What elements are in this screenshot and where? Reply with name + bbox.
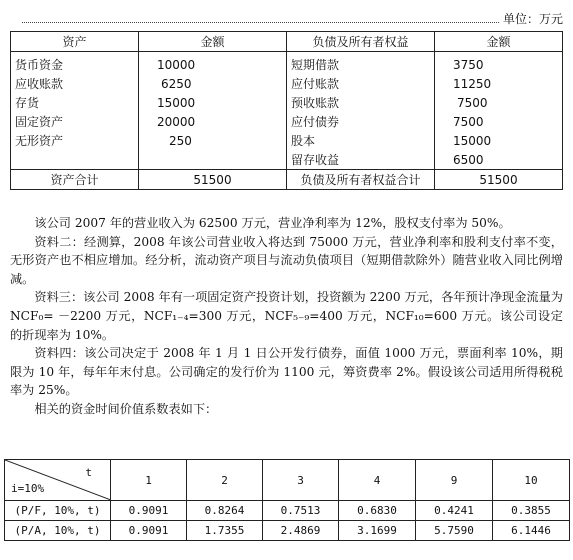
paragraph: 资料二：经测算，2008 年该公司营业收入将达到 75000 万元，营业净利率和股利支付率不变，无形资产也不相应增加。经分析，流动资产项目与流动负债项目（短期借款除外）随营业收入同比例增减。 xyxy=(10,234,563,286)
asset-amount xyxy=(139,150,287,170)
liability-amount: 15000 xyxy=(435,131,563,150)
liability-name: 应付债券 xyxy=(287,112,435,131)
liability-amount: 7500 xyxy=(435,93,563,112)
liability-name: 短期借款 xyxy=(287,52,435,75)
table-row xyxy=(5,521,570,541)
liability-amount: 6500 xyxy=(435,150,563,170)
header-amount: 金额 xyxy=(139,32,287,52)
liability-name: 留存收益 xyxy=(287,150,435,170)
asset-name: 固定资产 xyxy=(11,112,139,131)
factor-value: 1.7355 xyxy=(187,521,263,541)
asset-name: 存货 xyxy=(11,93,139,112)
asset-total-value: 51500 xyxy=(139,170,287,190)
factor-value: 0.9091 xyxy=(111,501,187,521)
period-header: 4 xyxy=(339,460,416,501)
factor-label: (P/F, 10%, t) xyxy=(5,501,111,521)
header-amount: 金额 xyxy=(435,32,563,52)
unit-line xyxy=(0,10,563,27)
factor-value: 0.6830 xyxy=(339,501,416,521)
factor-value: 0.4241 xyxy=(416,501,493,521)
rate-axis-label: i=10% xyxy=(11,482,45,495)
corner-cell xyxy=(5,460,111,501)
liability-total-value: 51500 xyxy=(435,170,563,190)
liability-total-label: 负债及所有者权益合计 xyxy=(287,170,435,190)
asset-amount: 20000 xyxy=(139,112,287,131)
asset-name: 货币资金 xyxy=(11,52,139,75)
table-row xyxy=(11,52,563,75)
balance-sheet-header-row xyxy=(11,32,563,52)
period-header: 10 xyxy=(493,460,570,501)
paragraph: 资料三：该公司 2008 年有一项固定资产投资计划，投资额为 2200 万元，各年预计净现金流量为 NCF₀= －2200 万元，NCF₁₋₄=300 万元，NCF₅₋₉=400 万元，NCF₁₀=600 万元。该公司设定的折现率为 10%。 xyxy=(10,290,563,342)
liability-amount: 11250 xyxy=(435,74,563,93)
problem-text xyxy=(10,214,563,419)
asset-name xyxy=(11,150,139,170)
factor-value: 2.4869 xyxy=(263,521,339,541)
factor-value: 0.8264 xyxy=(187,501,263,521)
asset-amount: 10000 xyxy=(139,52,287,75)
header-liabilities-equity: 负债及所有者权益 xyxy=(287,32,435,52)
factor-value: 0.9091 xyxy=(111,521,187,541)
table-row xyxy=(11,112,563,131)
table-row xyxy=(11,150,563,170)
factor-value: 0.3855 xyxy=(493,501,570,521)
paragraph: 资料四：该公司决定于 2008 年 1 月 1 日公开发行债券，面值 1000 万元，票面利率 10%，期限为 10 年，每年年末付息。公司确定的发行价为 1100 元，筹资费率 2%。假设该公司适用所得税税率为 25%。 xyxy=(10,346,563,398)
factor-value: 0.7513 xyxy=(263,501,339,521)
period-header: 9 xyxy=(416,460,493,501)
liability-amount: 3750 xyxy=(435,52,563,75)
period-header: 3 xyxy=(263,460,339,501)
factor-value: 5.7590 xyxy=(416,521,493,541)
asset-amount: 6250 xyxy=(139,74,287,93)
header-assets: 资产 xyxy=(11,32,139,52)
liability-name: 股本 xyxy=(287,131,435,150)
asset-amount: 15000 xyxy=(139,93,287,112)
factor-value: 3.1699 xyxy=(339,521,416,541)
table-row xyxy=(11,74,563,93)
unit-label: 单位：万元 xyxy=(502,12,563,26)
asset-amount: 250 xyxy=(139,131,287,150)
balance-sheet-table xyxy=(10,31,563,190)
liability-name: 应付账款 xyxy=(287,74,435,93)
table-row xyxy=(11,93,563,112)
factor-value: 6.1446 xyxy=(493,521,570,541)
paragraph: 该公司 2007 年的营业收入为 62500 万元，营业净利率为 12%，股权支付率为 50%。 xyxy=(34,216,511,230)
period-header: 2 xyxy=(187,460,263,501)
liability-amount: 7500 xyxy=(435,112,563,131)
asset-name: 无形资产 xyxy=(11,131,139,150)
liability-name: 预收账款 xyxy=(287,93,435,112)
time-value-factor-table xyxy=(4,459,570,541)
table-row xyxy=(5,501,570,521)
period-axis-label: t xyxy=(85,466,92,479)
paragraph: 相关的资金时间价值系数表如下： xyxy=(34,401,218,416)
factor-header-row xyxy=(5,460,570,501)
factor-label: (P/A, 10%, t) xyxy=(5,521,111,541)
table-row xyxy=(11,131,563,150)
period-header: 1 xyxy=(111,460,187,501)
asset-total-label: 资产合计 xyxy=(11,170,139,190)
dotted-leader xyxy=(22,22,499,23)
total-row xyxy=(11,170,563,190)
asset-name: 应收账款 xyxy=(11,74,139,93)
